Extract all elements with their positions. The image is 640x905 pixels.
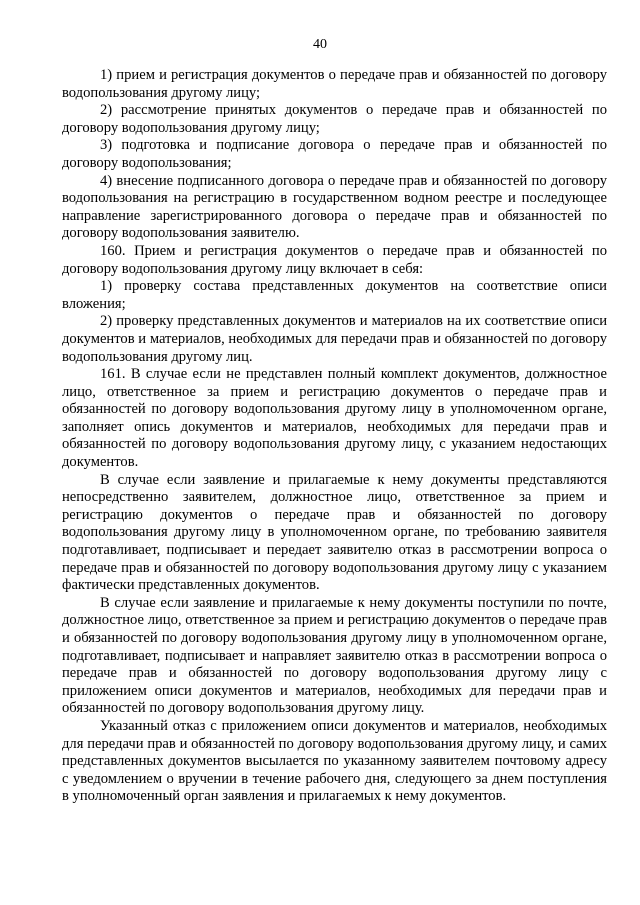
paragraph-161-direct-submission: В случае если заявление и прилагаемые к нему документы представляются непосредственно заявителем, должностное лицо, ответственное за прием и регистрацию документов о передаче прав и обязанностей по договору водопользования другому лицу в уполномоченном органе, по требованию заявителя подготавливает, подписывает и передает заявителю отказ в рассмотрении вопроса о передаче прав и обязанностей по договору водопользования другому лицу с указанием фактически представленных документов. <box>62 471 607 594</box>
paragraph-160: 160. Прием и регистрация документов о передаче прав и обязанностей по договору водопользования другому лицу включает в себя: <box>62 242 607 277</box>
paragraph-item-4: 4) внесение подписанного договора о передаче прав и обязанностей по договору водопользования на регистрацию в государственном водном реестре и последующее направление зарегистрированного договора о передаче прав и обязанностей по договору водопользования заявителю. <box>62 172 607 242</box>
page-number: 40 <box>313 37 327 52</box>
paragraph-item-1: 1) прием и регистрация документов о передаче прав и обязанностей по договору водопользования другому лицу; <box>62 67 607 101</box>
paragraph-160-item-1: 1) проверку состава представленных документов на соответствие описи вложения; <box>62 278 607 312</box>
paragraph-161-postal-submission: В случае если заявление и прилагаемые к нему документы поступили по почте, должностное лицо, ответственное за прием и регистрацию документов о передаче прав и обязанностей по договору водопользования другому лицу в уполномоченном органе, подготавливает, подписывает и направляет заявителю отказ в рассмотрении вопроса о передаче прав и обязанностей по договору водопользования другому лицу с приложением описи документов и материалов, необходимых для передачи прав и обязанностей по договору водопользования другому лицу. <box>62 594 607 717</box>
paragraph-161: 161. В случае если не представлен полный комплект документов, должностное лицо, ответственное за прием и регистрацию документов о передаче прав и обязанностей по договору водопользования другому лицу в уполномоченном органе, заполняет опись документов и материалов, необходимых для передачи прав и обязанностей по договору водопользования другому лицу, с указанием недостающих документов. <box>62 366 607 471</box>
paragraph-160-item-2: 2) проверку представленных документов и материалов на их соответствие описи документов и материалов, необходимых для передачи прав и обязанностей по договору водопользования другому лиц. <box>62 313 607 365</box>
paragraph-item-3: 3) подготовка и подписание договора о передаче прав и обязанностей по договору водопользования; <box>62 137 607 171</box>
paragraph-item-2: 2) рассмотрение принятых документов о передаче прав и обязанностей по договору водопользования другому лицу; <box>62 102 607 136</box>
paragraph-161-refusal-mailing: Указанный отказ с приложением описи документов и материалов, необходимых для передачи прав и обязанностей по договору водопользования другому лицу, и самих представленных документов высылается по указанному заявителем почтовому адресу с уведомлением о вручении в течение рабочего дня, следующего за днем поступления в уполномоченный орган заявления и прилагаемых к нему документов. <box>62 717 607 805</box>
document-body <box>62 67 607 806</box>
